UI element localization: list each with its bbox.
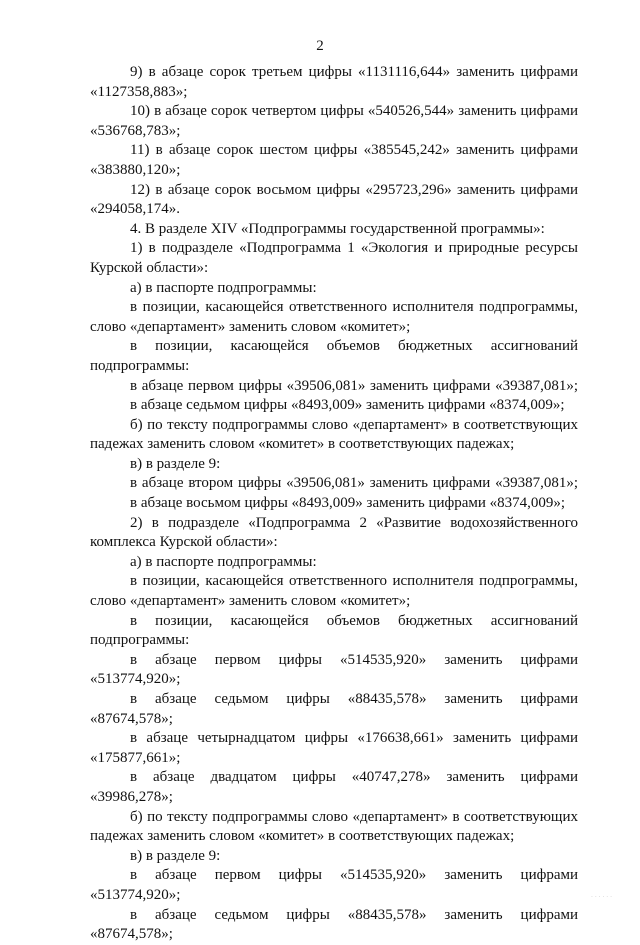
- text-line: «87674,578»;: [90, 710, 173, 727]
- text-line: комплекса Курской области»:: [90, 534, 278, 551]
- text-line: падежах заменить словом «комитет» в соответствующих падежах;: [90, 828, 515, 845]
- text-line: а) в паспорте подпрограммы:: [130, 279, 317, 296]
- text-line: слово «департамент» заменить словом «комитет»;: [90, 318, 411, 335]
- text-line: Курской области»:: [90, 259, 209, 276]
- text-line: в абзаце двадцатом цифры «40747,278» заменить цифрами: [130, 769, 578, 786]
- page-number: 2: [316, 38, 324, 54]
- text-line: б) по тексту подпрограммы слово «департамент» в соответствующих: [130, 808, 578, 825]
- text-line: в позиции, касающейся ответственного исполнителя подпрограммы,: [130, 299, 578, 316]
- text-line: а) в паспорте подпрограммы:: [130, 553, 317, 570]
- text-line: в абзаце первом цифры «39506,081» заменить цифрами «39387,081»;: [130, 377, 578, 394]
- text-line: в позиции, касающейся объемов бюджетных ассигнований: [130, 612, 578, 629]
- text-line: в абзаце первом цифры «514535,920» заменить цифрами: [130, 867, 578, 884]
- text-line: в абзаце седьмом цифры «8493,009» заменить цифрами «8374,009»;: [130, 397, 565, 414]
- text-line: б) по тексту подпрограммы слово «департамент» в соответствующих: [130, 416, 578, 433]
- document-body: [90, 63, 578, 945]
- text-line: слово «департамент» заменить словом «комитет»;: [90, 593, 411, 610]
- text-line: в позиции, касающейся ответственного исполнителя подпрограммы,: [130, 573, 578, 590]
- text-line: в абзаце первом цифры «514535,920» заменить цифрами: [130, 651, 578, 668]
- text-line: «39986,278»;: [90, 788, 173, 805]
- text-line: в позиции, касающейся объемов бюджетных ассигнований: [130, 338, 578, 355]
- text-line: в) в разделе 9:: [130, 455, 221, 472]
- text-line: подпрограммы:: [90, 357, 190, 374]
- text-line: «536768,783»;: [90, 122, 181, 139]
- text-line: в абзаце втором цифры «39506,081» заменить цифрами «39387,081»;: [130, 475, 578, 492]
- text-line: 9) в абзаце сорок третьем цифры «1131116,644» заменить цифрами: [130, 64, 578, 80]
- text-line: «1127358,883»;: [90, 83, 188, 100]
- text-line: 4. В разделе XIV «Подпрограммы государственной программы»:: [130, 220, 545, 237]
- scan-watermark: · · · · · ·: [591, 894, 612, 901]
- text-line: 10) в абзаце сорок четвертом цифры «540526,544» заменить цифрами: [130, 103, 578, 120]
- text-line: 2) в подразделе «Подпрограмма 2 «Развитие водохозяйственного: [130, 514, 578, 531]
- text-line: 1) в подразделе «Подпрограмма 1 «Экология и природные ресурсы: [130, 240, 578, 257]
- text-line: в абзаце седьмом цифры «88435,578» заменить цифрами: [130, 906, 578, 923]
- text-line: 12) в абзаце сорок восьмом цифры «295723,296» заменить цифрами: [130, 181, 578, 198]
- text-line: «175877,661»;: [90, 749, 181, 766]
- text-line: в абзаце восьмом цифры «8493,009» заменить цифрами «8374,009»;: [130, 495, 566, 512]
- text-line: подпрограммы:: [90, 632, 190, 649]
- text-line: «294058,174».: [90, 201, 180, 218]
- text-line: «383880,120»;: [90, 161, 181, 178]
- text-line: в абзаце четырнадцатом цифры «176638,661» заменить цифрами: [130, 730, 578, 747]
- text-line: «513774,920»;: [90, 671, 181, 688]
- text-line: 11) в абзаце сорок шестом цифры «385545,242» заменить цифрами: [130, 142, 578, 159]
- text-line: «513774,920»;: [90, 886, 181, 903]
- text-line: в) в разделе 9:: [130, 847, 221, 864]
- text-line: в абзаце седьмом цифры «88435,578» заменить цифрами: [130, 691, 578, 707]
- text-line: «87674,578»;: [90, 926, 173, 943]
- text-line: падежах заменить словом «комитет» в соответствующих падежах;: [90, 436, 515, 453]
